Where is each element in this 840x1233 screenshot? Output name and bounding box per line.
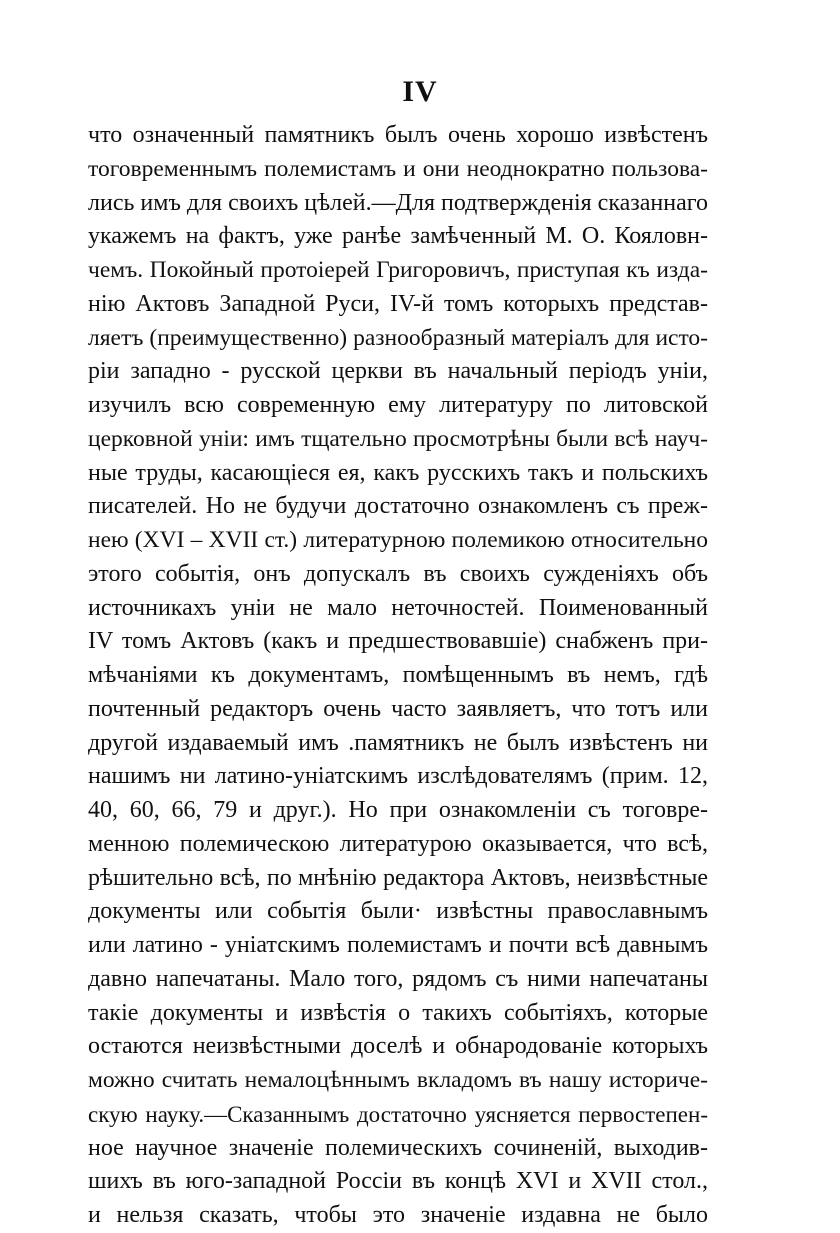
text-line: нію Актовъ Западной Руси, IV-й томъ которыхъ представ- <box>88 290 708 317</box>
text-line: тоговременнымъ полемистамъ и они неоднократно пользова- <box>88 155 708 182</box>
text-line: давно напечатаны. Мало того, рядомъ съ ними напечатаны <box>88 965 708 992</box>
text-line: нашимъ ни латино-уніатскимъ изслѣдователямъ (прим. 12, <box>88 763 708 790</box>
text-line: изучилъ всю современную ему литературу по литовской <box>88 392 708 418</box>
text-line: шихъ въ юго-западной Россіи въ концѣ XVI и XVII стол., <box>88 1168 708 1195</box>
text-line: укажемъ на фактъ, уже ранѣе замѣченный М. О. Кояловн- <box>88 223 708 250</box>
text-line: документы или событія были· извѣстны православнымъ <box>88 898 708 925</box>
text-line: лись имъ для своихъ цѣлей.—Для подтвержденія сказаннаго <box>88 189 708 216</box>
text-line: IV томъ Актовъ (какъ и предшествовавшіе) снабженъ при- <box>88 628 708 655</box>
text-line: нею (XVI – XVII ст.) литературною полемикою относительно <box>88 527 708 553</box>
text-line: ное научное значеніе полемическихъ сочиненій, выходив- <box>88 1134 708 1161</box>
text-line: чемъ. Покойный протоіерей Григоровичъ, приступая къ изда- <box>88 257 708 283</box>
text-line: скую науку.—Сказаннымъ достаточно уясняется первостепен- <box>88 1101 708 1127</box>
page-number: IV <box>402 75 438 108</box>
text-line: или латино - уніатскимъ полемистамъ и почти всѣ давнымъ <box>88 932 708 958</box>
text-line: такіе документы и извѣстія о такихъ событіяхъ, которые <box>88 999 708 1026</box>
text-line: этого событія, онъ допускалъ въ своихъ сужденіяхъ объ <box>88 560 708 587</box>
text-line: 40, 60, 66, 79 и друг.). Но при ознакомленіи съ тоговре- <box>88 797 708 823</box>
text-line: мѣчаніями къ документамъ, помѣщеннымъ въ немъ, гдѣ <box>88 662 708 688</box>
body-text <box>88 119 708 1233</box>
text-line: церковной уніи: имъ тщательно просмотрѣны были всѣ науч- <box>88 425 708 452</box>
text-line: ріи западно - русской церкви въ начальный періодъ уніи, <box>88 358 708 385</box>
text-line: и нельзя сказать, чтобы это значеніе издавна не было <box>88 1202 708 1228</box>
text-line: можно считать немалоцѣннымъ вкладомъ въ нашу историче- <box>88 1067 708 1093</box>
text-line: другой издаваемый имъ .памятникъ не былъ извѣстенъ ни <box>88 729 708 756</box>
text-line: менною полемическою литературою оказывается, что всѣ, <box>88 830 708 857</box>
text-line: почтенный редакторъ очень часто заявляетъ, что тотъ или <box>88 695 708 722</box>
text-line: ные труды, касающіеся ея, какъ русскихъ такъ и польскихъ <box>88 459 708 486</box>
text-line: рѣшительно всѣ, по мнѣнію редактора Актовъ, неизвѣстные <box>88 864 708 891</box>
text-line: что означенный памятникъ былъ очень хорошо извѣстенъ <box>88 122 708 148</box>
text-line: остаются неизвѣстными доселѣ и обнародованіе которыхъ <box>88 1033 708 1060</box>
text-line: ляетъ (преимущественно) разнообразный матеріалъ для исто- <box>88 324 708 351</box>
text-line: писателей. Но не будучи достаточно ознакомленъ съ преж- <box>88 493 708 520</box>
text-line: источникахъ уніи не мало неточностей. Поименованный <box>88 594 708 621</box>
